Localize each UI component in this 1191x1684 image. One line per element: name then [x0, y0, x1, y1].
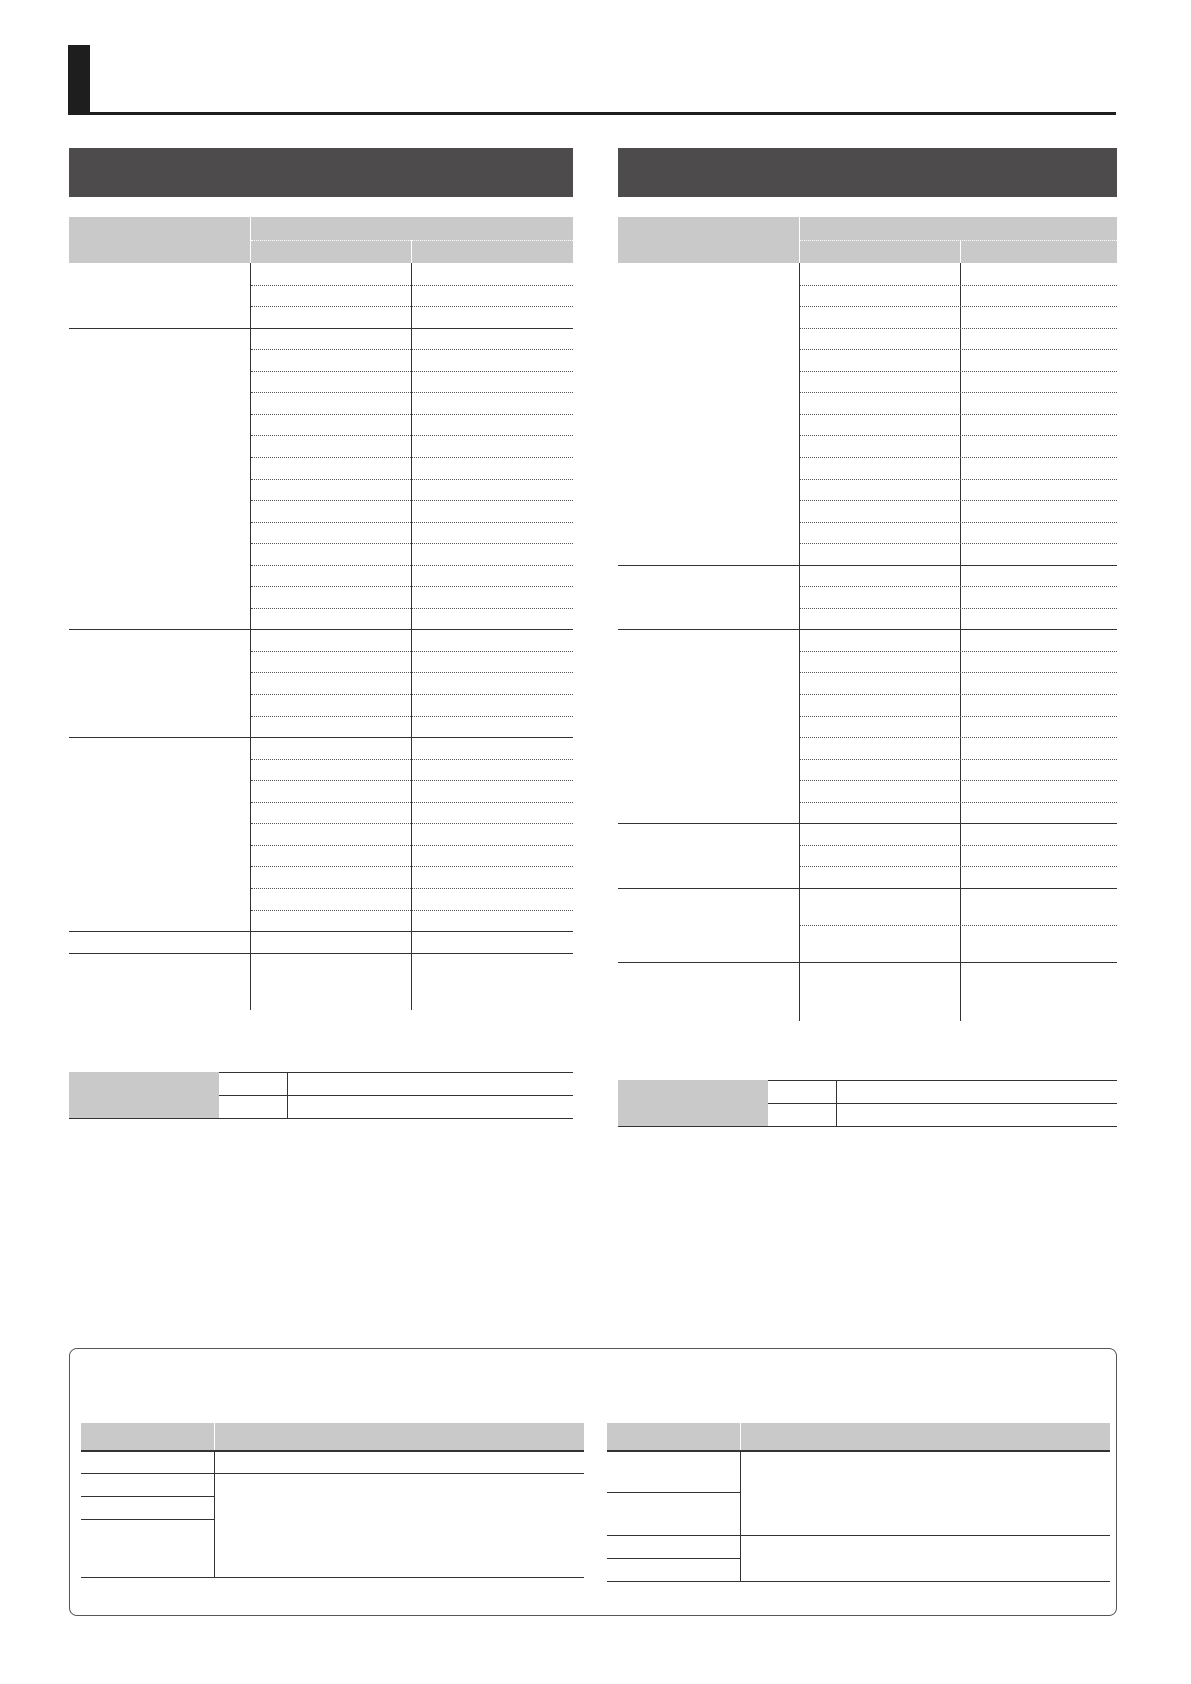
note-left-rule-4 [81, 1519, 214, 1520]
left-table-row-rule [69, 931, 573, 932]
right-table-row-rule [800, 586, 1117, 587]
left-table-row-rule [251, 522, 573, 523]
note-right-rule-3 [607, 1535, 1110, 1536]
left-table-row-rule [251, 392, 573, 393]
right-table-row-rule [800, 802, 1117, 803]
page-title-marker [68, 45, 90, 115]
left-table-row-rule [251, 306, 573, 307]
left-table-row-rule [251, 780, 573, 781]
right-table-row-rule [800, 759, 1117, 760]
note-box [69, 1348, 1117, 1616]
left-table-row-rule [251, 500, 573, 501]
right-table-row-rule [618, 962, 1117, 963]
left-table-row-rule [69, 629, 573, 630]
left-table-row-rule [69, 737, 573, 738]
note-left-table-header [81, 1423, 584, 1450]
note-right-divider [740, 1450, 741, 1581]
right-table-row-rule [800, 328, 1117, 329]
left-table-row-rule [251, 910, 573, 911]
left-table-row-rule [251, 457, 573, 458]
note-right-rule-2 [607, 1492, 740, 1493]
right-table-row-rule [800, 414, 1117, 415]
left-table-row-rule [251, 845, 573, 846]
right-column-divider-2 [960, 263, 961, 1021]
note-left-divider [214, 1450, 215, 1577]
right-section-header [618, 148, 1117, 197]
right-table-row-rule [800, 285, 1117, 286]
right-table-row-rule [800, 608, 1117, 609]
right-table-row-rule [618, 629, 1117, 630]
right-table-row-rule [800, 694, 1117, 695]
left-section-header [69, 148, 573, 197]
note-left-header-divider [214, 1423, 215, 1450]
right-subheader-rule [800, 240, 1117, 241]
left-legend-divider [287, 1072, 288, 1118]
left-table-row-rule [251, 435, 573, 436]
left-table-row-rule [251, 479, 573, 480]
right-table-row-rule [618, 823, 1117, 824]
right-table-row-rule [618, 565, 1117, 566]
right-table-row-rule [800, 780, 1117, 781]
right-table-row-rule [800, 737, 1117, 738]
right-table-row-rule [800, 479, 1117, 480]
left-table-row-rule [251, 608, 573, 609]
right-table-row-rule [800, 500, 1117, 501]
left-table-row-rule [251, 759, 573, 760]
page-title-rule [68, 112, 1116, 115]
right-table-row-rule [618, 888, 1117, 889]
left-legend-rule-bottom [69, 1118, 573, 1119]
left-table-row-rule [251, 371, 573, 372]
right-table-row-rule [800, 349, 1117, 350]
left-table-row-rule [251, 888, 573, 889]
right-legend-rule-top [768, 1080, 1117, 1081]
right-table-row-rule [800, 371, 1117, 372]
note-right-rule-4 [607, 1558, 740, 1559]
left-table-row-rule [251, 543, 573, 544]
note-right-header-divider [740, 1423, 741, 1450]
left-table-row-rule [251, 349, 573, 350]
left-table-row-rule [251, 866, 573, 867]
right-table-row-rule [800, 457, 1117, 458]
right-table-row-rule [800, 866, 1117, 867]
note-left-rule-3 [81, 1496, 214, 1497]
left-table-row-rule [251, 565, 573, 566]
left-table-row-rule [251, 802, 573, 803]
right-table-row-rule [800, 392, 1117, 393]
right-table-row-rule [800, 845, 1117, 846]
note-right-rule-bottom [607, 1581, 1110, 1582]
left-subheader-divider [411, 240, 412, 263]
note-left-rule-2 [81, 1473, 584, 1474]
left-table-row-rule [251, 586, 573, 587]
left-table-row-rule [251, 823, 573, 824]
left-table-row-rule [251, 694, 573, 695]
right-table-row-rule [800, 543, 1117, 544]
right-column-divider-1 [799, 263, 800, 1021]
right-table-row-rule [800, 306, 1117, 307]
note-left-rule-1 [81, 1450, 584, 1452]
left-table-row-rule [251, 285, 573, 286]
right-table-row-rule [800, 651, 1117, 652]
right-legend-label [618, 1080, 768, 1126]
right-table-row-rule [800, 716, 1117, 717]
note-right-rule-1 [607, 1450, 1110, 1452]
right-table-row-rule [800, 925, 1117, 926]
left-table-row-rule [69, 953, 573, 954]
left-table-row-rule [251, 651, 573, 652]
right-subheader-divider [960, 240, 961, 263]
left-subheader-rule [251, 240, 573, 241]
right-table-row-rule [800, 672, 1117, 673]
right-table-row-rule [800, 435, 1117, 436]
left-legend-rule-top [219, 1072, 573, 1073]
left-column-divider-1 [250, 263, 251, 1010]
right-table-row-rule [800, 522, 1117, 523]
left-legend-rule-mid [219, 1095, 573, 1096]
left-table-row-rule [251, 414, 573, 415]
left-table-row-rule [251, 672, 573, 673]
note-left-rule-bottom [81, 1577, 584, 1578]
left-table-row-rule [69, 328, 573, 329]
left-table-row-rule [251, 716, 573, 717]
note-right-table-header [607, 1423, 1110, 1450]
right-legend-rule-bottom [618, 1126, 1117, 1127]
right-legend-divider [836, 1080, 837, 1126]
left-legend-label [69, 1072, 219, 1118]
right-legend-rule-mid [768, 1103, 1117, 1104]
left-column-divider-2 [411, 263, 412, 1010]
